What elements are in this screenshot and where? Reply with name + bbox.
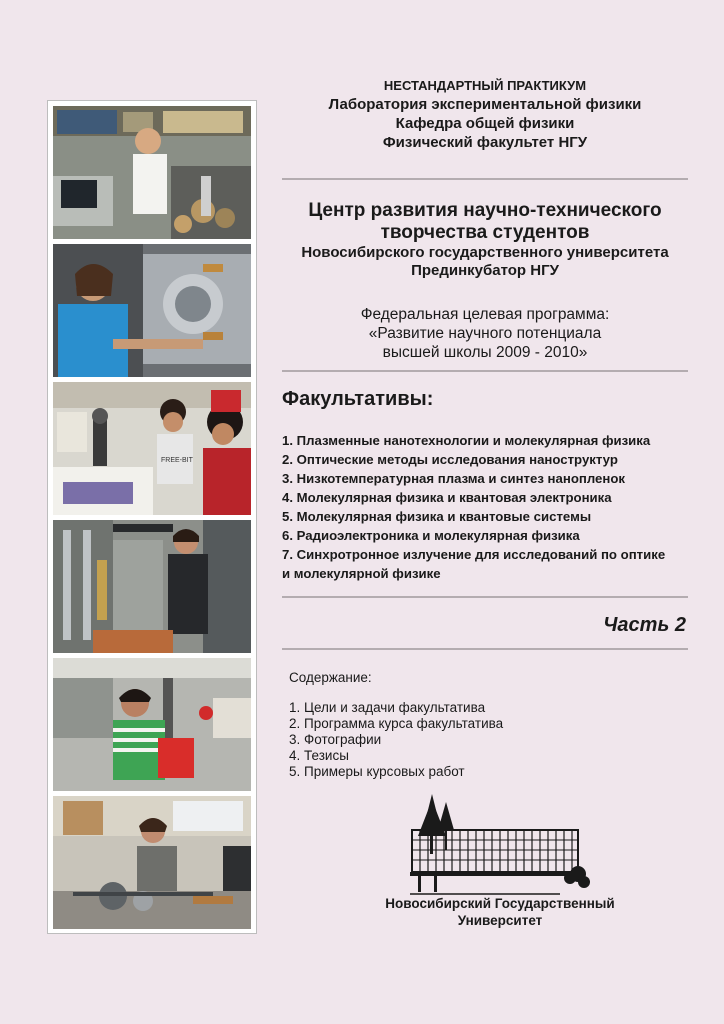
contents-title: Содержание: bbox=[289, 670, 372, 685]
shirt-print: FREE-BIT bbox=[161, 457, 193, 464]
center-subtitle-line2: Прединкубатор НГУ bbox=[411, 262, 559, 279]
contents-item: 4. Тезисы bbox=[289, 748, 349, 763]
university-logo bbox=[410, 790, 590, 896]
electives-list bbox=[282, 431, 702, 583]
federal-program bbox=[280, 305, 690, 362]
university-name-line1: Новосибирский Государственный bbox=[385, 896, 615, 911]
federal-program-line3: высшей школы 2009 - 2010» bbox=[382, 344, 588, 361]
lab-photo-student-at-optical-table bbox=[53, 796, 251, 929]
contents-item: 1. Цели и задачи факультатива bbox=[289, 700, 486, 715]
divider bbox=[282, 178, 688, 180]
list-item: и молекулярной физике bbox=[282, 566, 441, 581]
center-block bbox=[280, 200, 690, 280]
federal-program-line1: Федеральная целевая программа: bbox=[360, 306, 610, 323]
center-title-line2: творчества студентов bbox=[380, 222, 590, 243]
photo-strip bbox=[47, 100, 257, 934]
center-subtitle-line1: Новосибирского государственного университета bbox=[301, 244, 669, 261]
practicum-title: НЕСТАНДАРТНЫЙ ПРАКТИКУМ bbox=[383, 78, 587, 93]
list-item: 6. Радиоэлектроника и молекулярная физика bbox=[282, 528, 580, 543]
contents-item: 3. Фотографии bbox=[289, 732, 382, 747]
contents-item: 5. Примеры курсовых работ bbox=[289, 764, 465, 779]
lab-photo-student-at-vacuum-chamber bbox=[53, 244, 251, 377]
list-item: 1. Плазменные нанотехнологии и молекулярная физика bbox=[282, 433, 651, 448]
department-header bbox=[280, 78, 690, 152]
contents-block bbox=[289, 670, 503, 780]
lab-photo-student-with-apparatus bbox=[53, 106, 251, 239]
lab-photo-student-at-rack bbox=[53, 520, 251, 653]
list-item: 4. Молекулярная физика и квантовая электроника bbox=[282, 490, 612, 505]
list-item: 3. Низкотемпературная плазма и синтез нанопленок bbox=[282, 471, 626, 486]
divider bbox=[282, 370, 688, 372]
center-title-line1: Центр развития научно-технического bbox=[308, 200, 662, 221]
faculty-name: Физический факультет НГУ bbox=[382, 134, 588, 151]
federal-program-line2: «Развитие научного потенциала bbox=[368, 325, 602, 342]
lab-photo-students-at-microscope bbox=[53, 382, 251, 515]
university-name-line2: Университет bbox=[457, 913, 543, 928]
divider bbox=[282, 648, 688, 650]
list-item: 2. Оптические методы исследования наноструктур bbox=[282, 452, 618, 467]
electives-title: Факультативы: bbox=[282, 388, 434, 410]
list-item: 7. Синхротронное излучение для исследований по оптике bbox=[282, 547, 666, 562]
lab-photo-student-at-bench bbox=[53, 658, 251, 791]
part-label: Часть 2 bbox=[603, 614, 686, 636]
contents-item: 2. Программа курса факультатива bbox=[289, 716, 504, 731]
chair-name: Кафедра общей физики bbox=[395, 115, 575, 132]
university-name bbox=[340, 895, 660, 929]
laboratory-name: Лаборатория экспериментальной физики bbox=[328, 96, 642, 113]
divider bbox=[282, 596, 688, 598]
list-item: 5. Молекулярная физика и квантовые системы bbox=[282, 509, 592, 524]
